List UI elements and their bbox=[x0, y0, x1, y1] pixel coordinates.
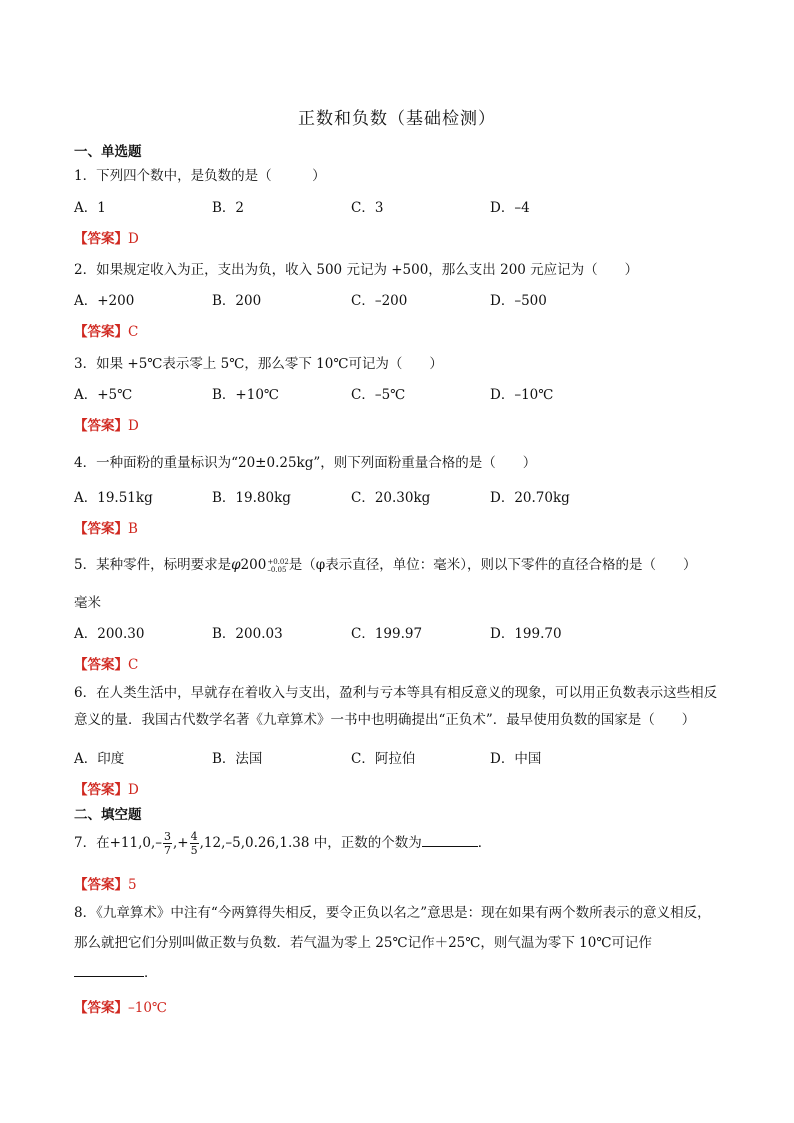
answer-3 bbox=[74, 414, 139, 434]
question-3: 3．如果 +5℃表示零上 5℃，那么零下 10℃可记为（ ） bbox=[74, 356, 443, 372]
answer-7 bbox=[74, 873, 137, 893]
option-b: B．法国 bbox=[212, 751, 263, 767]
question-5-text-end: 是（φ表示直径，单位：毫米），则以下零件的直径合格的是（ ） bbox=[288, 557, 697, 573]
fraction-4-5 bbox=[190, 830, 199, 857]
period: ． bbox=[477, 835, 492, 851]
question-3-options bbox=[74, 383, 674, 401]
question-5-unit: 毫米 bbox=[74, 595, 101, 611]
option-d: D．中国 bbox=[490, 751, 542, 767]
numerator: 3 bbox=[164, 830, 172, 843]
option-a: A．1 bbox=[74, 200, 106, 216]
option-c: C．阿拉伯 bbox=[351, 751, 416, 767]
option-b: B．200.03 bbox=[212, 626, 283, 642]
tolerance-upper: +0.02 bbox=[267, 557, 289, 566]
question-1-options bbox=[74, 196, 674, 214]
question-8 bbox=[74, 898, 724, 988]
option-a: A．200.30 bbox=[74, 626, 145, 642]
answer-label: 【答案】 bbox=[74, 1000, 128, 1016]
question-5-options bbox=[74, 622, 674, 640]
option-d: D．–10℃ bbox=[490, 387, 554, 403]
option-d: D．199.70 bbox=[490, 626, 562, 642]
option-c: C．–5℃ bbox=[351, 387, 406, 403]
answer-value: 5 bbox=[128, 877, 137, 893]
option-a: A．印度 bbox=[74, 751, 125, 767]
option-a: A．19.51kg bbox=[74, 490, 153, 506]
question-7 bbox=[74, 828, 491, 858]
separator: ,+ bbox=[173, 835, 189, 851]
section-heading-single-choice: 一、单选题 bbox=[74, 144, 142, 160]
denominator: 7 bbox=[164, 844, 172, 857]
tolerance-lower: –0.05 bbox=[267, 565, 287, 574]
question-1: 1．下列四个数中，是负数的是（ ） bbox=[74, 168, 326, 184]
phi-symbol: φ bbox=[231, 557, 241, 573]
answer-value: B bbox=[128, 521, 138, 537]
answer-4 bbox=[74, 517, 138, 537]
answer-5 bbox=[74, 653, 138, 673]
option-b: B．2 bbox=[212, 200, 245, 216]
option-a: A．+5℃ bbox=[74, 387, 133, 403]
question-7-text-end: ,12,–5,0.26,1.38 中，正数的个数为 bbox=[199, 835, 422, 851]
option-a: A．+200 bbox=[74, 293, 135, 309]
answer-label: 【答案】 bbox=[74, 877, 128, 893]
question-8-text: 8．《九章算术》中注有“今两算得失相反，要令正负以名之”意思是：现在如果有两个数所表示的意义相反，那么就把它们分别叫做正数与负数．若气温为零上 25℃记作＋25℃，则气温为零下 10℃可记作 bbox=[74, 905, 711, 951]
answer-label: 【答案】 bbox=[74, 324, 128, 340]
numerator: 4 bbox=[190, 830, 198, 843]
answer-label: 【答案】 bbox=[74, 782, 128, 798]
question-4-text-end: ”，则下列面粉重量合格的是（ ） bbox=[313, 455, 537, 471]
answer-8 bbox=[74, 996, 167, 1016]
question-4-options bbox=[74, 486, 674, 504]
answer-value: D bbox=[128, 782, 139, 798]
answer-value: D bbox=[128, 418, 139, 434]
answer-label: 【答案】 bbox=[74, 231, 128, 247]
answer-value: C bbox=[128, 324, 139, 340]
answer-value: D bbox=[128, 231, 139, 247]
option-c: C．3 bbox=[351, 200, 384, 216]
option-b: B．200 bbox=[212, 293, 262, 309]
answer-label: 【答案】 bbox=[74, 521, 128, 537]
option-d: D．–4 bbox=[490, 200, 530, 216]
option-b: B．+10℃ bbox=[212, 387, 280, 403]
answer-blank bbox=[74, 964, 144, 977]
answer-6 bbox=[74, 778, 139, 798]
diameter-base: 200 bbox=[240, 557, 267, 573]
denominator: 5 bbox=[190, 844, 198, 857]
question-2: 2．如果规定收入为正，支出为负，收入 500 元记为 +500，那么支出 200 元应记为（ ） bbox=[74, 262, 639, 278]
question-5 bbox=[74, 553, 696, 574]
section-heading-fill-in: 二、填空题 bbox=[74, 807, 142, 823]
question-2-options bbox=[74, 289, 674, 307]
answer-label: 【答案】 bbox=[74, 418, 128, 434]
period: ． bbox=[144, 965, 158, 981]
answer-2 bbox=[74, 320, 138, 340]
option-c: C．20.30kg bbox=[351, 490, 431, 506]
question-6: 6．在人类生活中，早就存在着收入与支出，盈利与亏本等具有相反意义的现象，可以用正负数表示这些相反意义的量．我国古代数学名著《九章算术》一书中也明确提出“正负术”．最早使用负数的国家是（ ） bbox=[74, 685, 718, 728]
weight-label: 20±0.25kg bbox=[238, 455, 314, 471]
option-d: D．–500 bbox=[490, 293, 547, 309]
answer-label: 【答案】 bbox=[74, 657, 128, 673]
question-4-text-start: 4．一种面粉的重量标识为“ bbox=[74, 455, 238, 471]
answer-value: –10℃ bbox=[128, 1000, 168, 1016]
question-5-text-start: 5．某种零件，标明要求是 bbox=[74, 557, 232, 573]
answer-value: C bbox=[128, 657, 139, 673]
question-7-text-start: 7．在+11,0,– bbox=[74, 835, 163, 851]
answer-blank bbox=[422, 834, 478, 847]
option-b: B．19.80kg bbox=[212, 490, 291, 506]
tolerance bbox=[267, 558, 288, 574]
fraction-3-7 bbox=[163, 830, 172, 857]
answer-1 bbox=[74, 227, 139, 247]
option-c: C．199.97 bbox=[351, 626, 423, 642]
option-d: D．20.70kg bbox=[490, 490, 570, 506]
question-6-options bbox=[74, 747, 674, 765]
option-c: C．–200 bbox=[351, 293, 408, 309]
question-4 bbox=[74, 451, 536, 471]
page-title: 正数和负数（基础检测） bbox=[298, 109, 496, 129]
